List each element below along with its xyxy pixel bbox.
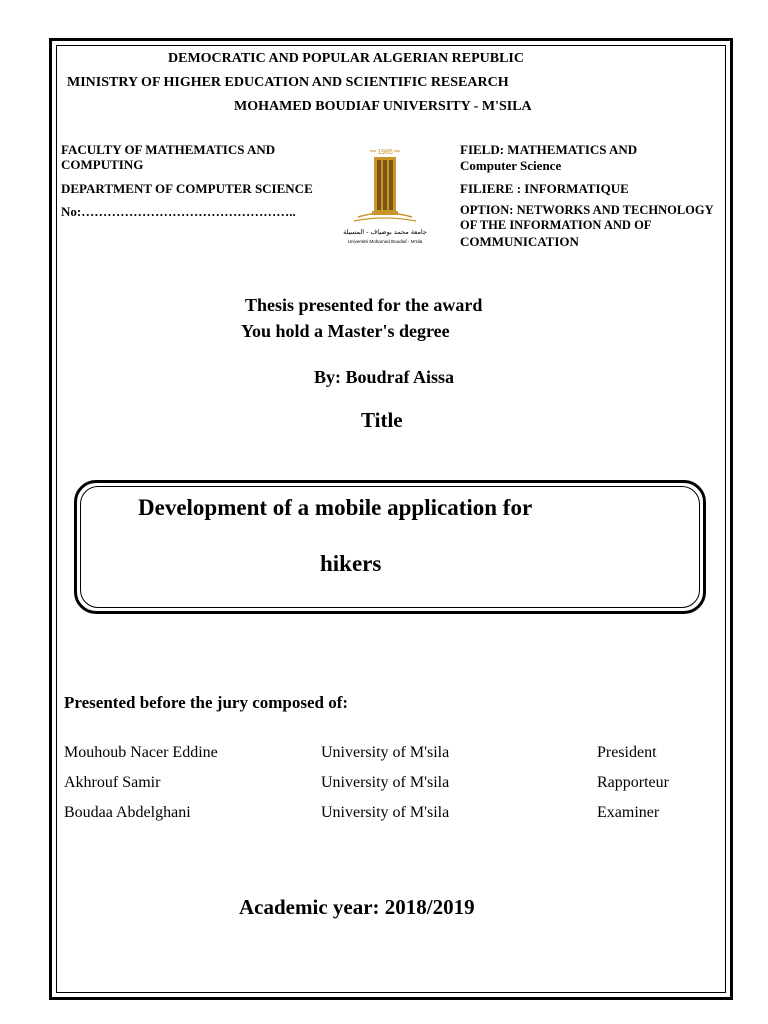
jury-member-role: Rapporteur xyxy=(597,774,669,791)
header-university: MOHAMED BOUDIAF UNIVERSITY - M'SILA xyxy=(234,99,532,114)
header-ministry: MINISTRY OF HIGHER EDUCATION AND SCIENTIFIC RESEARCH xyxy=(67,75,509,90)
logo-latin-name: Université Mohamed Boudiaf - M'sila xyxy=(347,239,423,244)
jury-member-name: Boudaa Abdelghani xyxy=(64,804,191,821)
jury-member-institution: University of M'sila xyxy=(321,804,450,821)
jury-member-institution: University of M'sila xyxy=(321,744,450,761)
number-field: No:………………………………………….. xyxy=(61,204,296,219)
thesis-degree-line: You hold a Master's degree xyxy=(241,321,450,341)
option-line-1: OPTION: NETWORKS AND TECHNOLOGY xyxy=(460,203,714,217)
faculty-line-1: FACULTY OF MATHEMATICS AND xyxy=(61,142,276,157)
thesis-author: By: Boudraf Aissa xyxy=(314,367,455,387)
title-label: Title xyxy=(361,408,403,432)
thesis-title-line-2: hikers xyxy=(320,551,382,576)
thesis-title-line-1: Development of a mobile application for xyxy=(138,495,533,520)
thesis-award-line: Thesis presented for the award xyxy=(245,295,483,315)
field-line-2: Computer Science xyxy=(460,158,562,173)
faculty-line-2: COMPUTING xyxy=(61,157,144,172)
field-line-1: FIELD: MATHEMATICS AND xyxy=(460,142,638,157)
jury-member-name: Mouhoub Nacer Eddine xyxy=(64,744,218,761)
jury-member-name: Akhrouf Samir xyxy=(64,774,161,791)
option-line-2: OF THE INFORMATION AND OF xyxy=(460,218,652,232)
logo-year: 1985 xyxy=(377,149,393,156)
academic-year: Academic year: 2018/2019 xyxy=(239,895,475,919)
department: DEPARTMENT OF COMPUTER SCIENCE xyxy=(61,181,313,196)
jury-member-role: Examiner xyxy=(597,804,660,821)
university-logo xyxy=(343,145,427,249)
jury-member-institution: University of M'sila xyxy=(321,774,450,791)
logo-arabic-name: جامعة محمد بوضياف - المسيلة xyxy=(343,228,427,236)
jury-heading: Presented before the jury composed of: xyxy=(64,693,349,712)
jury-member-role: President xyxy=(597,744,657,761)
option-line-3: COMMUNICATION xyxy=(460,234,579,249)
filiere: FILIERE : INFORMATIQUE xyxy=(460,181,629,196)
header-republic: DEMOCRATIC AND POPULAR ALGERIAN REPUBLIC xyxy=(168,51,524,66)
